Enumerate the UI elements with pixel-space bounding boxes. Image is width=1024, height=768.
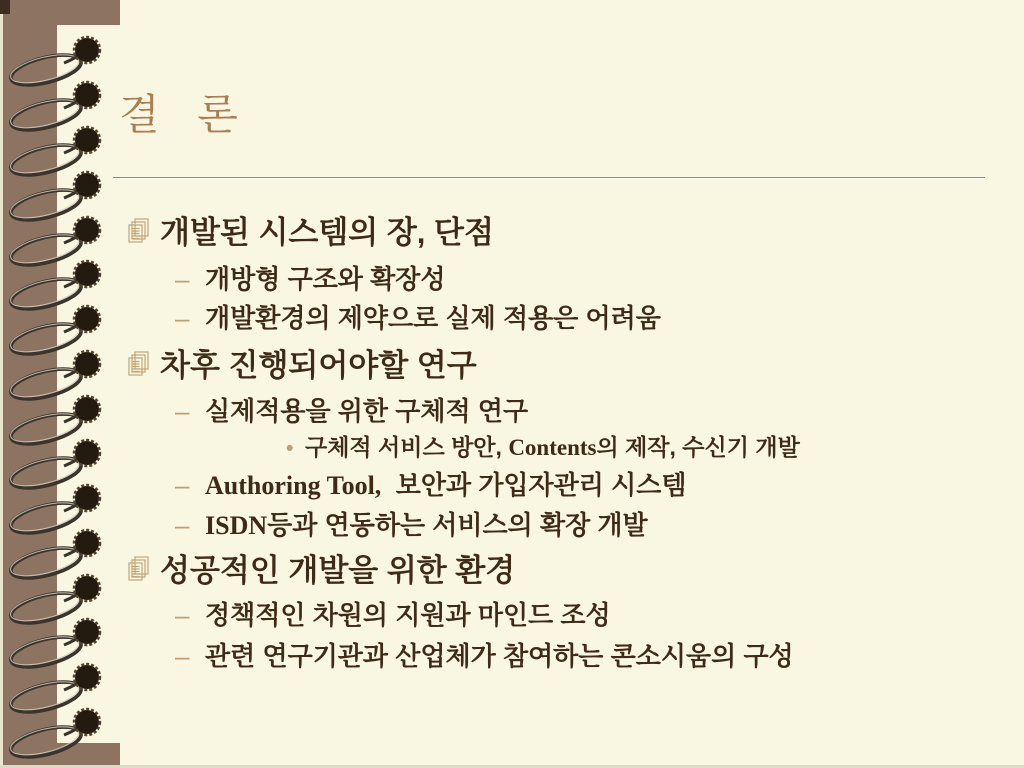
bullet-item-l2 <box>0 396 1024 426</box>
bullet-text: 관련 연구기관과 산업체가 참여하는 콘소시움의 구성 <box>205 641 794 671</box>
dash-bullet: – <box>175 396 190 426</box>
bullet-text: 개발환경의 제약으로 실제 적용은 어려움 <box>205 303 661 333</box>
bullet-item-l2 <box>0 264 1024 294</box>
dash-bullet: – <box>175 641 190 671</box>
dash-bullet: – <box>175 264 190 294</box>
dot-bullet: • <box>286 437 294 460</box>
bullet-text: 구체적 서비스 방안, <box>305 434 509 460</box>
bullet-text: 등과 연동하는 서비스의 확장 개발 <box>267 510 648 540</box>
bullet-text-english: ISDN <box>205 511 268 540</box>
bullet-item-l1 <box>0 215 1024 251</box>
bullet-item-l2 <box>0 641 1024 671</box>
bullet-text: 차후 진행되어야할 연구 <box>160 348 477 383</box>
bullet-text: 개방형 구조와 확장성 <box>205 264 446 294</box>
bullet-text: 개발된 시스템의 장, 단점 <box>160 215 494 250</box>
bullet-text: 성공적인 개발을 위한 환경 <box>160 553 516 588</box>
bullet-item-l2 <box>0 470 1024 501</box>
bullet-text: 의 제작, 수신기 개발 <box>596 434 800 460</box>
dash-bullet: – <box>175 303 190 333</box>
pages-icon <box>127 351 152 379</box>
bullet-text: 보안과 가입자관리 시스템 <box>381 470 687 500</box>
pages-icon <box>127 218 152 246</box>
bullet-text-english: Contents <box>508 435 597 460</box>
pages-icon <box>127 556 152 584</box>
bullet-item-l1 <box>0 553 1024 589</box>
bullet-text: 실제적용을 위한 구체적 연구 <box>205 396 529 426</box>
bullet-text: 정책적인 차원의 지원과 마인드 조성 <box>205 600 611 630</box>
bullet-item-l3 <box>0 434 1024 462</box>
bullet-item-l2 <box>0 510 1024 541</box>
bullet-item-l2 <box>0 600 1024 630</box>
dash-bullet: – <box>175 600 190 630</box>
page-title: 결 론 <box>119 91 251 138</box>
bullet-text-english: Authoring Tool, <box>205 471 382 500</box>
bullet-item-l2 <box>0 303 1024 333</box>
title-divider <box>113 177 985 179</box>
dash-bullet: – <box>175 510 190 540</box>
bullet-item-l1 <box>0 348 1024 384</box>
dash-bullet: – <box>175 470 190 500</box>
